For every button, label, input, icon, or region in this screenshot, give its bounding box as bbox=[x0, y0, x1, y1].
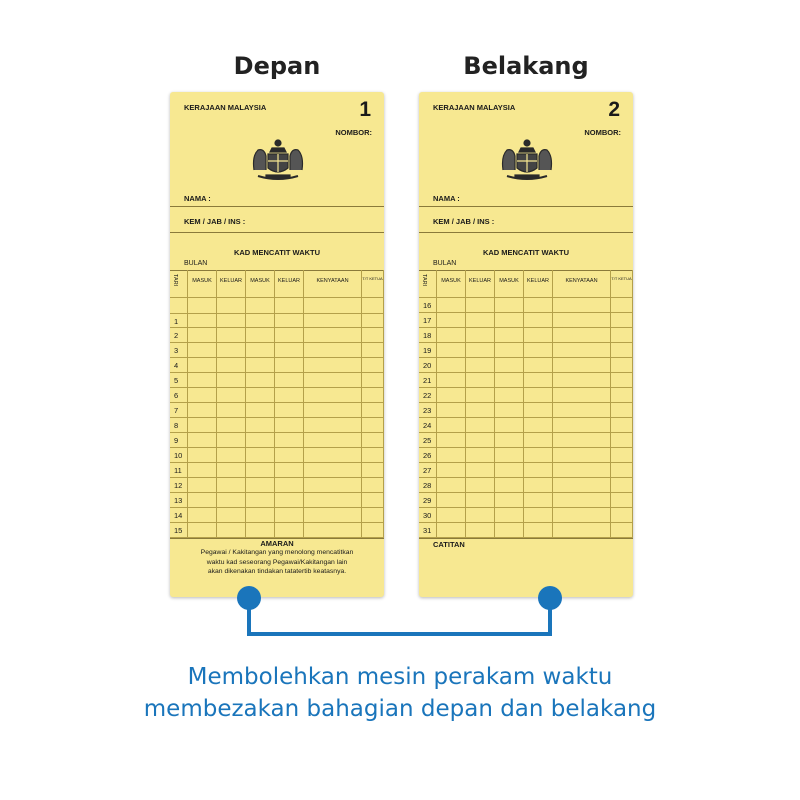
day-number: 21 bbox=[423, 376, 432, 385]
amaran-line: Pegawai / Kakitangan yang menolong mencatitkan bbox=[200, 549, 354, 556]
kem-label: KEM / JAB / INS : bbox=[184, 217, 246, 226]
amaran-line: akan dikenakan tindakan tatatertib keatasnya. bbox=[207, 568, 347, 575]
column-header: T/T KETUA bbox=[611, 276, 632, 281]
card-title: KAD MENCATIT WAKTU bbox=[233, 248, 321, 257]
column-header: KELUAR bbox=[277, 278, 300, 284]
day-number: 28 bbox=[423, 481, 432, 490]
day-number: 9 bbox=[174, 436, 179, 445]
amaran-title: AMARAN bbox=[260, 539, 294, 548]
day-number: 3 bbox=[174, 346, 179, 355]
column-header: MASUK bbox=[250, 278, 270, 284]
nama-label: NAMA : bbox=[184, 194, 211, 203]
catitan-label: CATITAN bbox=[433, 540, 465, 549]
day-number: 20 bbox=[423, 361, 432, 370]
column-header: TARI bbox=[172, 274, 178, 287]
day-number: 29 bbox=[423, 496, 432, 505]
column-header: MASUK bbox=[192, 278, 212, 284]
card-number: 1 bbox=[359, 98, 371, 121]
column-header: MASUK bbox=[499, 278, 519, 284]
card-title: KAD MENCATIT WAKTU bbox=[482, 248, 570, 257]
day-number: 30 bbox=[423, 511, 432, 520]
kem-label: KEM / JAB / INS : bbox=[433, 217, 495, 226]
day-number: 6 bbox=[174, 391, 179, 400]
day-number: 16 bbox=[423, 301, 432, 310]
day-number: 24 bbox=[423, 421, 432, 430]
day-number: 5 bbox=[174, 376, 179, 385]
bulan-label: BULAN bbox=[433, 260, 457, 267]
day-number: 22 bbox=[423, 391, 432, 400]
caption-line-2: membezakan bahagian depan dan belakang bbox=[143, 696, 657, 722]
column-header: MASUK bbox=[441, 278, 461, 284]
day-number: 14 bbox=[174, 511, 183, 520]
day-number: 10 bbox=[174, 451, 183, 460]
day-number: 25 bbox=[423, 436, 432, 445]
day-number: 27 bbox=[423, 466, 432, 475]
back-label: Belakang bbox=[463, 52, 589, 80]
day-number: 17 bbox=[423, 316, 432, 325]
nama-label: NAMA : bbox=[433, 194, 460, 203]
day-number: 23 bbox=[423, 406, 432, 415]
day-number: 11 bbox=[174, 466, 182, 475]
connector-dot bbox=[538, 586, 562, 610]
day-number: 1 bbox=[174, 317, 179, 326]
day-number: 13 bbox=[174, 496, 183, 505]
column-header: KENYATAAN bbox=[316, 278, 349, 284]
day-number: 8 bbox=[174, 421, 179, 430]
nombor-label: NOMBOR: bbox=[335, 128, 372, 137]
column-header: KENYATAAN bbox=[565, 278, 598, 284]
amaran-line: waktu kad seseorang Pegawai/Kakitangan lain bbox=[206, 558, 348, 566]
bulan-label: BULAN bbox=[184, 260, 208, 267]
caption-line-1: Membolehkan mesin perakam waktu bbox=[187, 664, 613, 690]
column-header: T/T KETUA bbox=[362, 276, 383, 281]
day-number: 15 bbox=[174, 526, 183, 535]
day-number: 2 bbox=[174, 331, 179, 340]
card-header: KERAJAAN MALAYSIA bbox=[433, 103, 516, 112]
day-number: 18 bbox=[423, 331, 432, 340]
front-label: Depan bbox=[233, 52, 321, 80]
connector-dot bbox=[237, 586, 261, 610]
column-header: KELUAR bbox=[219, 278, 242, 284]
day-number: 4 bbox=[174, 361, 179, 370]
column-header: KELUAR bbox=[468, 278, 491, 284]
day-number: 12 bbox=[174, 481, 183, 490]
day-number: 26 bbox=[423, 451, 432, 460]
card-number: 2 bbox=[608, 98, 620, 121]
nombor-label: NOMBOR: bbox=[584, 128, 621, 137]
column-header: TARI bbox=[421, 274, 427, 287]
day-number: 19 bbox=[423, 346, 432, 355]
column-header: KELUAR bbox=[526, 278, 549, 284]
card-header: KERAJAAN MALAYSIA bbox=[184, 103, 267, 112]
day-number: 7 bbox=[174, 406, 179, 415]
day-number: 31 bbox=[423, 526, 432, 535]
